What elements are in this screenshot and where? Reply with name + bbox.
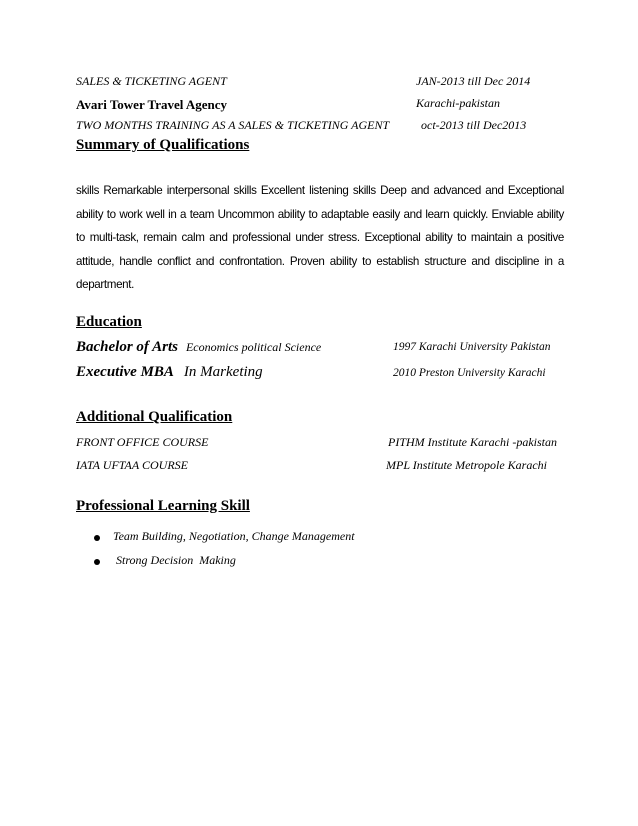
education-row — [76, 363, 566, 381]
bullet-icon — [94, 559, 100, 565]
course-name: IATA UFTAA COURSE — [76, 458, 188, 472]
bullet-icon — [94, 535, 100, 541]
company-name: Avari Tower Travel Agency — [76, 97, 228, 112]
skill-text: Team Building, Negotiation, Change Management — [113, 529, 355, 543]
skills-heading: Professional Learning Skill — [76, 498, 250, 514]
experience-job-row — [76, 74, 566, 89]
skill-text: Strong Decision Making — [113, 553, 236, 567]
summary-heading: Summary of Qualifications — [76, 137, 250, 153]
qualification-row — [76, 435, 566, 450]
degree-subject: Economics political Science — [185, 340, 322, 354]
degree-name: Executive MBA — [76, 364, 174, 380]
course-institute: MPL Institute Metropole Karachi — [386, 458, 547, 472]
summary-section — [76, 179, 564, 297]
degree-subject: In Marketing — [183, 364, 263, 380]
training-dates: oct-2013 till Dec2013 — [421, 118, 527, 132]
experience-company-row — [76, 96, 566, 114]
additional-heading: Additional Qualification — [76, 409, 233, 425]
degree-name: Bachelor of Arts — [76, 339, 178, 355]
summary-text: skills Remarkable interpersonal skills Excellent listening skills Deep and advanced and Exceptional ability to work well in a team Uncommon ability to adaptable easily and learn quickly. Enviable ability to multi-task, remain calm and professional under stress. Exceptional ability to maintain a positive attitude, handle conflict and confrontation. Proven ability to establish structure and discipline in a department. — [76, 184, 564, 291]
course-name: FRONT OFFICE COURSE — [76, 435, 209, 449]
degree-details: 1997 Karachi University Pakistan — [393, 341, 551, 353]
education-row — [76, 338, 566, 356]
experience-training-row — [76, 118, 566, 133]
company-location: Karachi-pakistan — [416, 96, 500, 110]
course-institute: PITHM Institute Karachi -pakistan — [388, 435, 557, 449]
degree-details: 2010 Preston University Karachi — [393, 367, 546, 379]
job-dates: JAN-2013 till Dec 2014 — [416, 74, 531, 88]
training-title: TWO MONTHS TRAINING AS A SALES & TICKETING AGENT — [76, 118, 390, 132]
qualification-row — [76, 458, 566, 473]
job-title: SALES & TICKETING AGENT — [76, 74, 227, 88]
education-heading: Education — [76, 314, 142, 330]
